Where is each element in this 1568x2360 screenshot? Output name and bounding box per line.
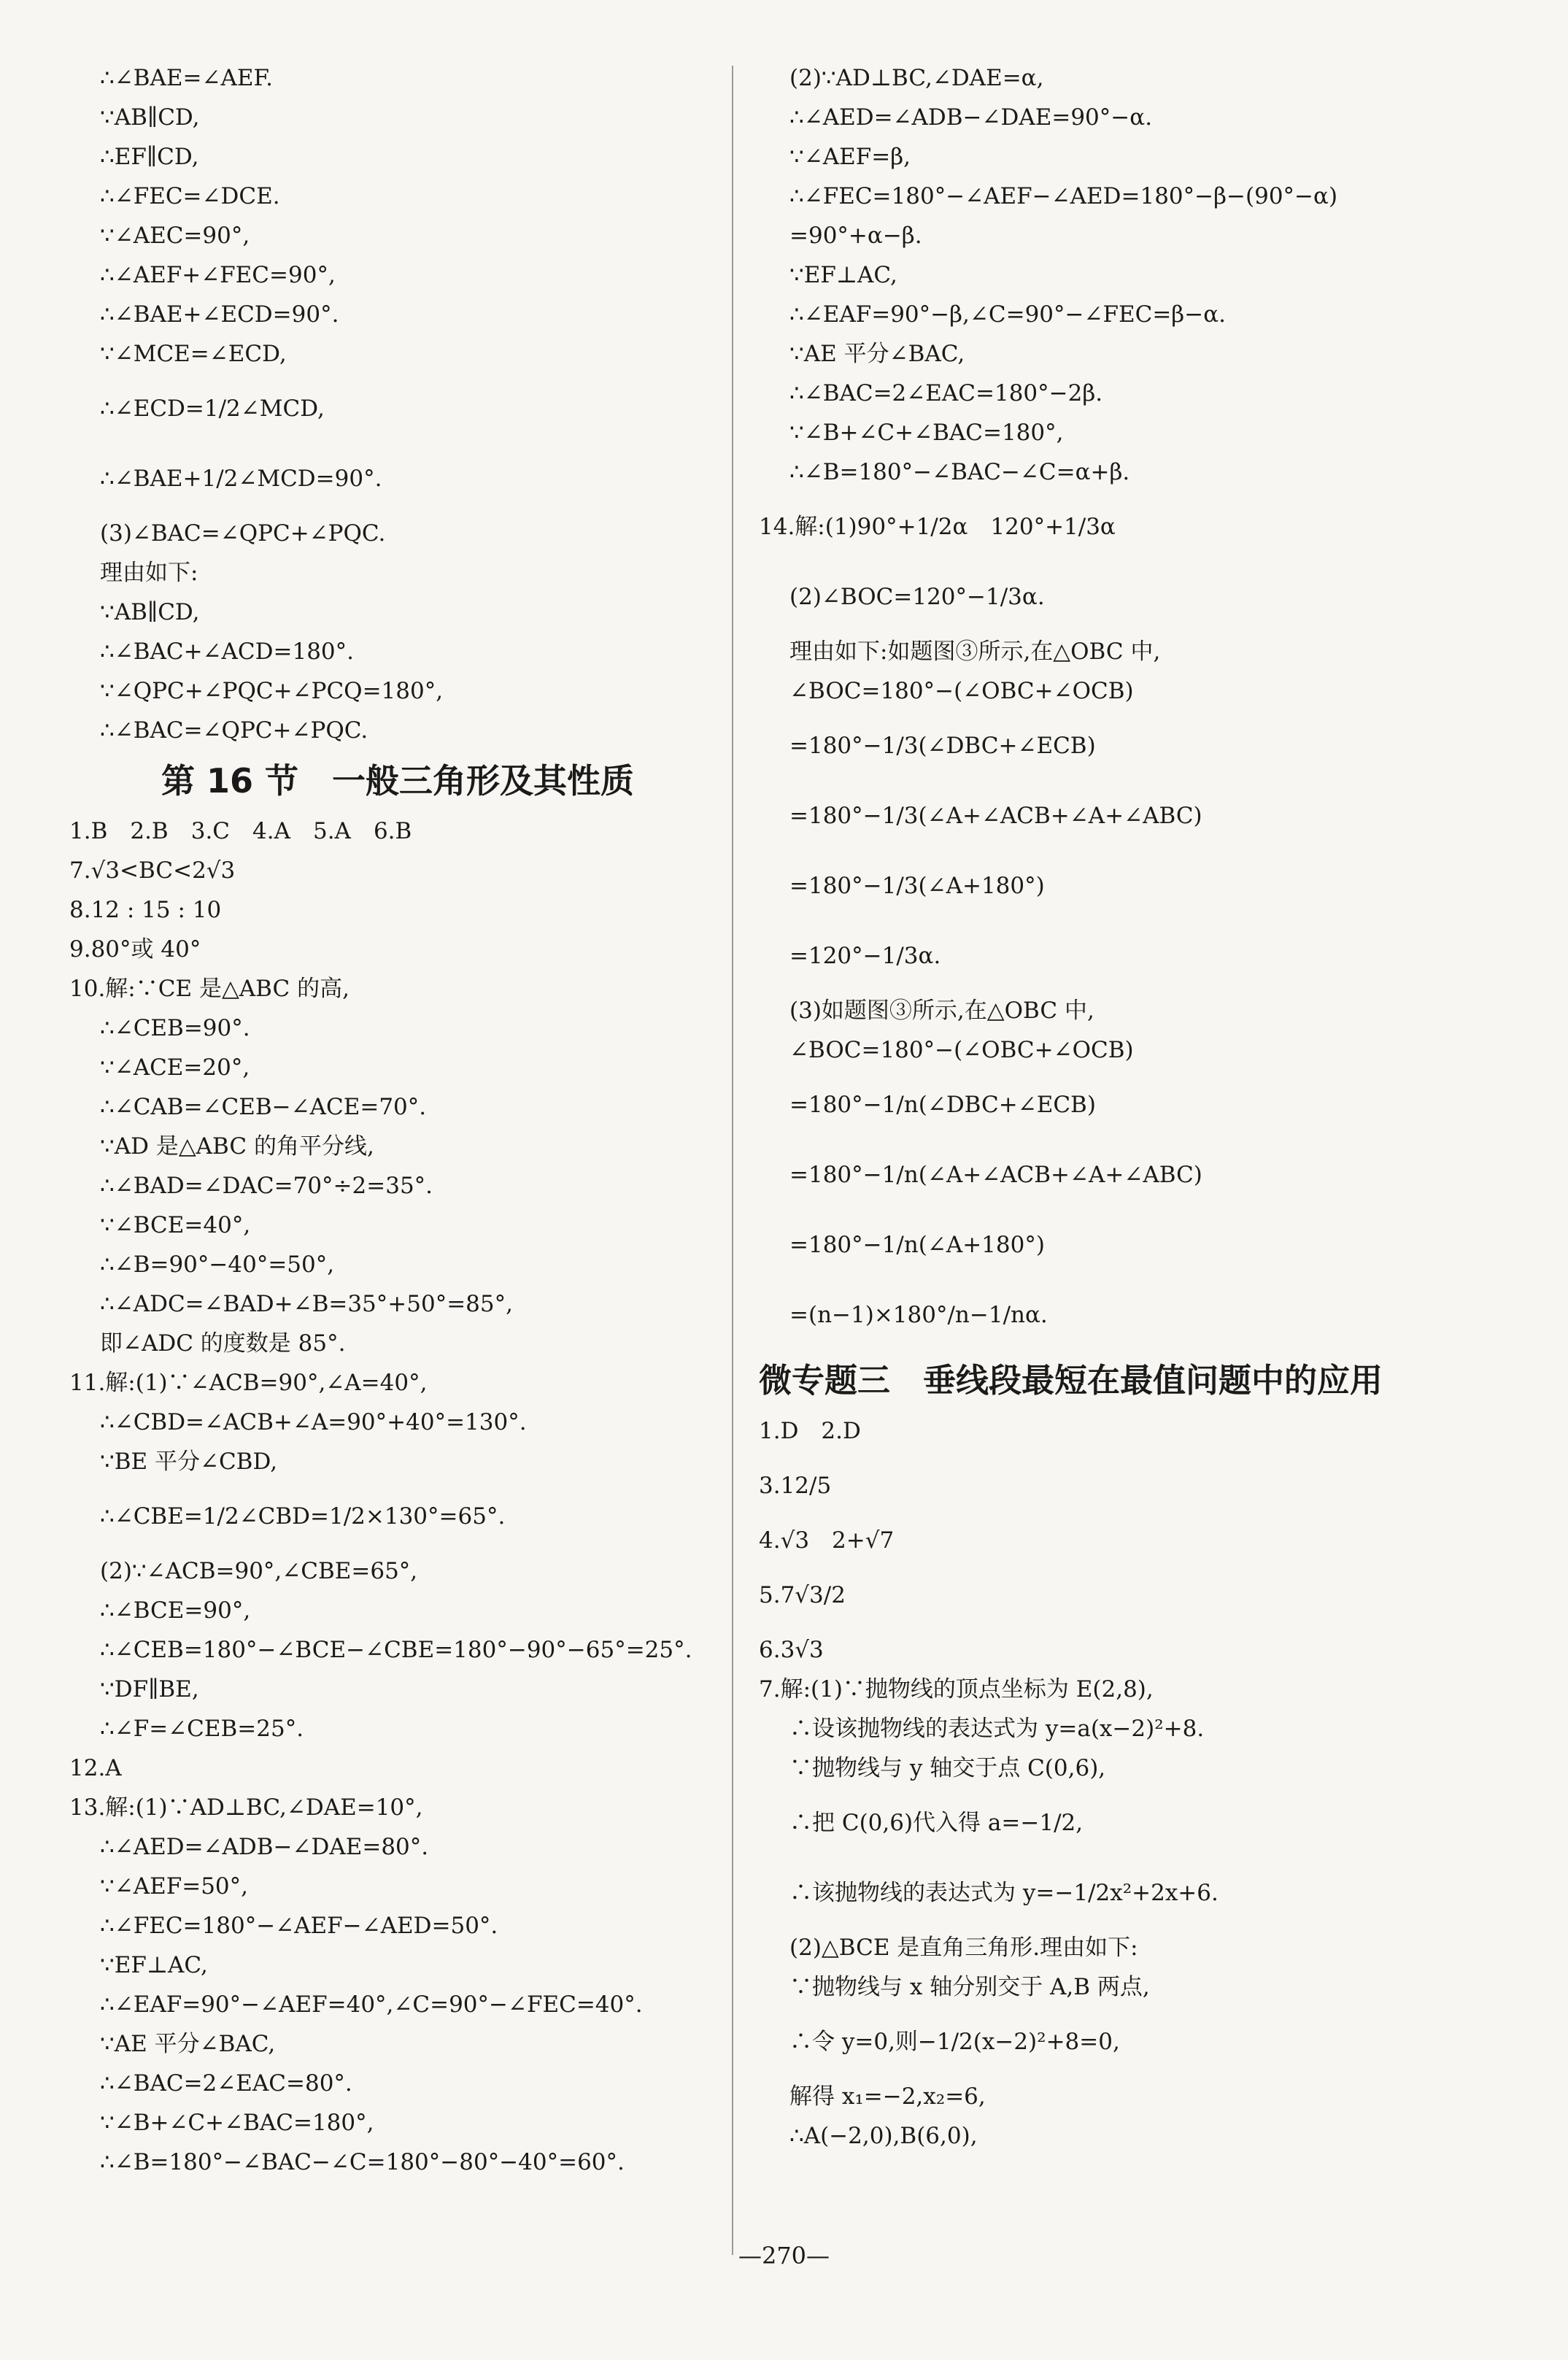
text-line: =180°−1/n(∠A+180°)	[789, 1232, 1045, 1258]
text-line: ∴A(−2,0),B(6,0),	[789, 2123, 978, 2149]
text-line: ∴∠BAC=2∠EAC=180°−2β.	[789, 380, 1103, 406]
text-line: ∵BE 平分∠CBD,	[100, 1449, 278, 1475]
text-line: ∵∠B+∠C+∠BAC=180°,	[789, 420, 1064, 446]
text-line: ∴∠BAC=2∠EAC=80°.	[100, 2070, 352, 2097]
text-line: ∵AD 是△ABC 的角平分线,	[100, 1133, 374, 1160]
text-line: ∴把 C(0,6)代入得 a=−1/2,	[789, 1810, 1084, 1836]
text-line: ∴∠AEF+∠FEC=90°,	[100, 262, 336, 288]
text-line: 6.3√3	[759, 1637, 824, 1663]
text-line: ∴∠ADC=∠BAD+∠B=35°+50°=85°,	[100, 1291, 513, 1317]
text-line: =180°−1/n(∠DBC+∠ECB)	[789, 1092, 1096, 1118]
text-line: =180°−1/3(∠A+∠ACB+∠A+∠ABC)	[789, 803, 1202, 829]
text-line: 8.12 : 15 : 10	[69, 897, 222, 923]
text-line: ∴∠FEC=180°−∠AEF−∠AED=50°.	[100, 1913, 498, 1939]
text-line: (2)△BCE 是直角三角形.理由如下:	[789, 1935, 1138, 1961]
text-line: ∴令 y=0,则−1/2(x−2)²+8=0,	[789, 2029, 1120, 2055]
text-line: 12.A	[69, 1755, 122, 1781]
text-line: ∴设该抛物线的表达式为 y=a(x−2)²+8.	[789, 1716, 1205, 1742]
text-line: ∵抛物线与 x 轴分别交于 A,B 两点,	[789, 1974, 1150, 2000]
text-line: =180°−1/3(∠A+180°)	[789, 873, 1045, 899]
section-heading: 微专题三 垂线段最短在最值问题中的应用	[759, 1361, 1383, 1400]
text-line: =180°−1/3(∠DBC+∠ECB)	[789, 733, 1096, 759]
text-line: ∠BOC=180°−(∠OBC+∠OCB)	[789, 678, 1134, 704]
column-divider	[732, 66, 733, 2255]
text-line: =(n−1)×180°/n−1/nα.	[789, 1302, 1048, 1328]
text-line: 即∠ADC 的度数是 85°.	[100, 1330, 346, 1357]
text-line: ∴∠CBD=∠ACB+∠A=90°+40°=130°.	[100, 1409, 527, 1435]
text-line: ∵AE 平分∠BAC,	[100, 2031, 276, 2057]
text-line: ∴∠F=∠CEB=25°.	[100, 1716, 304, 1742]
text-line: 3.12/5	[759, 1473, 832, 1499]
text-line: ∵∠B+∠C+∠BAC=180°,	[100, 2110, 374, 2136]
text-line: ∵AE 平分∠BAC,	[789, 341, 965, 367]
text-line: 11.解:(1)∵∠ACB=90°,∠A=40°,	[69, 1370, 428, 1396]
text-line: ∴∠B=90°−40°=50°,	[100, 1252, 335, 1278]
text-line: 4.√3 2+√7	[759, 1527, 895, 1554]
text-line: ∴∠CEB=90°.	[100, 1015, 250, 1041]
text-line: 10.解:∵CE 是△ABC 的高,	[69, 976, 349, 1002]
text-line: ∵抛物线与 y 轴交于点 C(0,6),	[789, 1755, 1106, 1781]
right-column	[759, 58, 1488, 2156]
text-line: ∴∠CBE=1/2∠CBD=1/2×130°=65°.	[100, 1503, 506, 1530]
text-line: ∵DF∥BE,	[100, 1676, 199, 1702]
text-line: (2)∠BOC=120°−1/3α.	[789, 584, 1045, 610]
text-line: ∴∠BAC+∠ACD=180°.	[100, 639, 354, 665]
text-line: ∵AB∥CD,	[100, 599, 200, 625]
text-line: =180°−1/n(∠A+∠ACB+∠A+∠ABC)	[789, 1162, 1202, 1188]
text-line: ∴∠FEC=180°−∠AEF−∠AED=180°−β−(90°−α)	[789, 183, 1338, 209]
text-line: ∴∠AED=∠ADB−∠DAE=80°.	[100, 1834, 429, 1860]
text-line: ∴∠BAE=∠AEF.	[100, 65, 273, 91]
text-line: 9.80°或 40°	[69, 936, 201, 963]
text-line: ∵EF⊥AC,	[789, 262, 897, 288]
text-line: 7.解:(1)∵抛物线的顶点坐标为 E(2,8),	[759, 1676, 1154, 1702]
text-line: 5.7√3/2	[759, 1582, 846, 1608]
text-line: ∴∠EAF=90°−β,∠C=90°−∠FEC=β−α.	[789, 301, 1226, 328]
text-line: 13.解:(1)∵AD⊥BC,∠DAE=10°,	[69, 1794, 423, 1821]
text-line: ∵EF⊥AC,	[100, 1952, 208, 1978]
text-line: ∴∠BAD=∠DAC=70°÷2=35°.	[100, 1173, 433, 1199]
text-line: 1.D 2.D	[759, 1418, 861, 1444]
text-line: 1.B 2.B 3.C 4.A 5.A 6.B	[69, 818, 412, 844]
text-line: ∵∠AEC=90°,	[100, 223, 250, 249]
text-line: ∵∠BCE=40°,	[100, 1212, 251, 1238]
text-line: ∵AB∥CD,	[100, 104, 200, 131]
text-line: 理由如下:如题图③所示,在△OBC 中,	[789, 639, 1161, 665]
text-line: =90°+α−β.	[789, 223, 922, 249]
left-column	[69, 58, 726, 2182]
text-line: (3)∠BAC=∠QPC+∠PQC.	[100, 520, 386, 547]
text-line: ∴∠CEB=180°−∠BCE−∠CBE=180°−90°−65°=25°.	[100, 1637, 692, 1663]
text-line: 7.√3<BC<2√3	[69, 857, 236, 884]
text-line: ∴∠BAE+∠ECD=90°.	[100, 301, 339, 328]
text-line: ∵∠MCE=∠ECD,	[100, 341, 287, 367]
text-line: (2)∵∠ACB=90°,∠CBE=65°,	[100, 1558, 418, 1584]
text-line: (3)如题图③所示,在△OBC 中,	[789, 998, 1094, 1024]
text-line: ∵∠ACE=20°,	[100, 1054, 250, 1081]
text-line: 14.解:(1)90°+1/2α 120°+1/3α	[759, 514, 1116, 540]
text-line: ∴EF∥CD,	[100, 144, 199, 170]
text-line: 理由如下:	[100, 560, 198, 586]
text-line: ∴∠CAB=∠CEB−∠ACE=70°.	[100, 1094, 427, 1120]
text-line: ∵∠AEF=β,	[789, 144, 911, 170]
text-line: ∴该抛物线的表达式为 y=−1/2x²+2x+6.	[789, 1880, 1219, 1906]
text-line: ∴∠BAE+1/2∠MCD=90°.	[100, 466, 382, 492]
text-line: ∴∠AED=∠ADB−∠DAE=90°−α.	[789, 104, 1153, 131]
text-line: ∠BOC=180°−(∠OBC+∠OCB)	[789, 1037, 1134, 1063]
text-line: ∵∠AEF=50°,	[100, 1873, 248, 1900]
text-line: ∵∠QPC+∠PQC+∠PCQ=180°,	[100, 678, 444, 704]
text-line: 解得 x₁=−2,x₂=6,	[789, 2083, 986, 2110]
text-line: ∴∠ECD=1/2∠MCD,	[100, 396, 325, 422]
text-line: =120°−1/3α.	[789, 943, 941, 969]
text-line: ∴∠BAC=∠QPC+∠PQC.	[100, 717, 368, 744]
text-line: ∴∠BCE=90°,	[100, 1597, 251, 1624]
text-line: ∴∠FEC=∠DCE.	[100, 183, 280, 209]
text-line: (2)∵AD⊥BC,∠DAE=α,	[789, 65, 1044, 91]
section-heading: 第 16 节 一般三角形及其性质	[161, 761, 635, 801]
text-line: ∴∠EAF=90°−∠AEF=40°,∠C=90°−∠FEC=40°.	[100, 1991, 643, 2018]
page-number: —270—	[738, 2242, 830, 2270]
text-line: ∴∠B=180°−∠BAC−∠C=α+β.	[789, 459, 1130, 485]
text-line: ∴∠B=180°−∠BAC−∠C=180°−80°−40°=60°.	[100, 2149, 625, 2175]
